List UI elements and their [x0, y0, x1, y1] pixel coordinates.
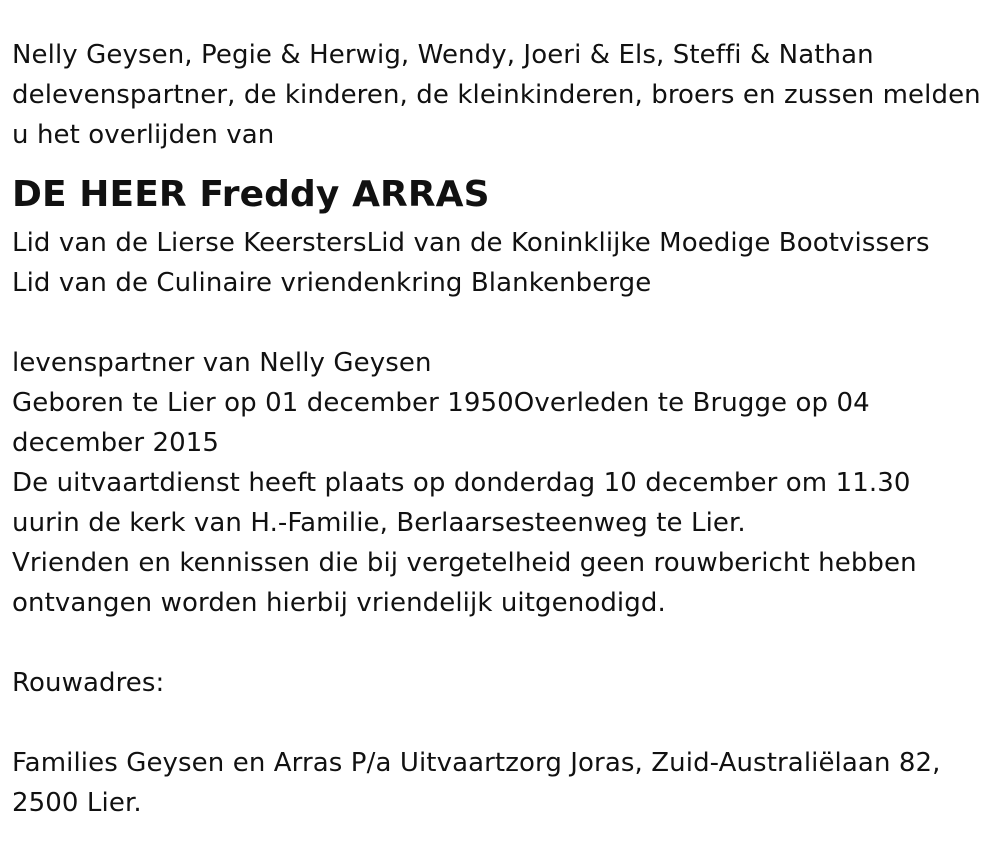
- address-line-2: 2500 Lier.: [12, 788, 142, 818]
- detail-line-3: december 2015: [12, 428, 220, 458]
- intro-line-3: u het overlijden van: [12, 120, 275, 150]
- address-line-1: Families Geysen en Arras P/a Uitvaartzorg Joras, Zuid-Australiëlaan 82,: [12, 748, 941, 778]
- detail-line-1: levenspartner van Nelly Geysen: [12, 348, 432, 378]
- detail-line-6: Vrienden en kennissen die bij vergetelheid geen rouwbericht hebben: [12, 548, 917, 578]
- deceased-title: DE HEER Freddy ARRAS: [12, 174, 490, 215]
- blank-line: [12, 303, 992, 343]
- blank-line: [12, 623, 992, 663]
- detail-line-7: ontvangen worden hierbij vriendelijk uitgenodigd.: [12, 588, 666, 618]
- obituary-text: [12, 35, 992, 823]
- intro-line-1: Nelly Geysen, Pegie & Herwig, Wendy, Joeri & Els, Steffi & Nathan: [12, 40, 874, 70]
- detail-line-4: De uitvaartdienst heeft plaats op donderdag 10 december om 11.30: [12, 468, 911, 498]
- membership-line-1: Lid van de Lierse KeerstersLid van de Koninklijke Moedige Bootvissers: [12, 228, 930, 258]
- membership-line-2: Lid van de Culinaire vriendenkring Blankenberge: [12, 268, 652, 298]
- detail-line-2: Geboren te Lier op 01 december 1950Overleden te Brugge op 04: [12, 388, 870, 418]
- blank-line: [12, 703, 992, 743]
- intro-line-2: delevenspartner, de kinderen, de kleinkinderen, broers en zussen melden: [12, 80, 981, 110]
- detail-line-5: uurin de kerk van H.-Familie, Berlaarsesteenweg te Lier.: [12, 508, 746, 538]
- address-label: Rouwadres:: [12, 668, 165, 698]
